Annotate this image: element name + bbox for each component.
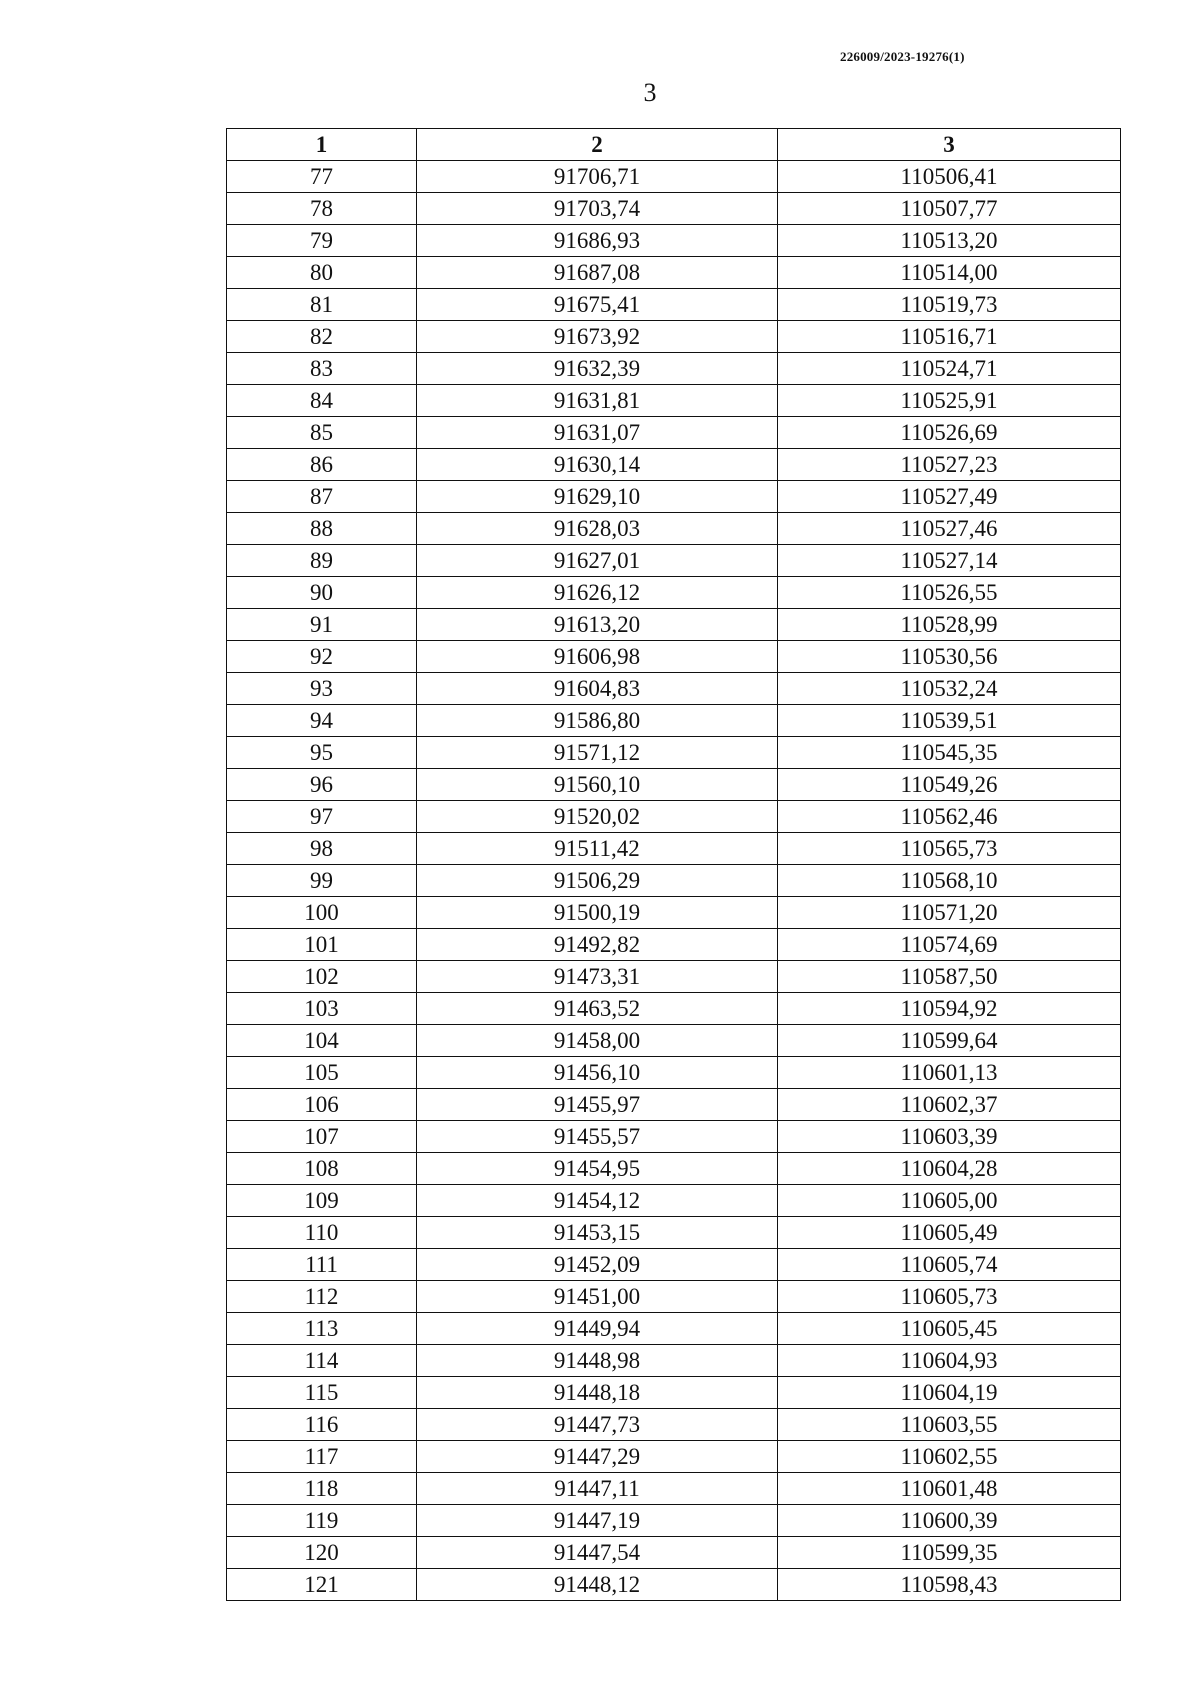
cell-x-coordinate: 91632,39 (417, 353, 778, 385)
cell-point-number: 81 (227, 289, 417, 321)
cell-y-coordinate: 110530,56 (778, 641, 1121, 673)
cell-point-number: 82 (227, 321, 417, 353)
cell-y-coordinate: 110605,00 (778, 1185, 1121, 1217)
cell-y-coordinate: 110594,92 (778, 993, 1121, 1025)
cell-y-coordinate: 110599,35 (778, 1537, 1121, 1569)
table-row (227, 1537, 1121, 1569)
table-row (227, 449, 1121, 481)
cell-point-number: 80 (227, 257, 417, 289)
cell-x-coordinate: 91448,98 (417, 1345, 778, 1377)
cell-x-coordinate: 91675,41 (417, 289, 778, 321)
cell-point-number: 102 (227, 961, 417, 993)
cell-y-coordinate: 110604,28 (778, 1153, 1121, 1185)
table-row (227, 257, 1121, 289)
cell-point-number: 84 (227, 385, 417, 417)
table-header (227, 129, 1121, 161)
table-row (227, 1505, 1121, 1537)
cell-point-number: 92 (227, 641, 417, 673)
cell-point-number: 79 (227, 225, 417, 257)
table-row (227, 833, 1121, 865)
table-row (227, 1089, 1121, 1121)
cell-point-number: 95 (227, 737, 417, 769)
cell-x-coordinate: 91447,73 (417, 1409, 778, 1441)
table-row (227, 225, 1121, 257)
cell-y-coordinate: 110516,71 (778, 321, 1121, 353)
table-row (227, 1217, 1121, 1249)
cell-y-coordinate: 110605,45 (778, 1313, 1121, 1345)
table-row (227, 1185, 1121, 1217)
cell-point-number: 91 (227, 609, 417, 641)
table-body (227, 161, 1121, 1601)
header-row (227, 129, 1121, 161)
table-row (227, 801, 1121, 833)
cell-y-coordinate: 110568,10 (778, 865, 1121, 897)
cell-point-number: 113 (227, 1313, 417, 1345)
cell-point-number: 97 (227, 801, 417, 833)
cell-y-coordinate: 110603,55 (778, 1409, 1121, 1441)
column-header-x: 2 (417, 129, 778, 161)
cell-y-coordinate: 110574,69 (778, 929, 1121, 961)
cell-y-coordinate: 110524,71 (778, 353, 1121, 385)
table-row (227, 1025, 1121, 1057)
cell-x-coordinate: 91630,14 (417, 449, 778, 481)
cell-x-coordinate: 91626,12 (417, 577, 778, 609)
coordinates-table (226, 128, 1121, 1601)
cell-y-coordinate: 110528,99 (778, 609, 1121, 641)
table-row (227, 289, 1121, 321)
page-number: 3 (643, 78, 657, 107)
cell-y-coordinate: 110527,14 (778, 545, 1121, 577)
table-row (227, 673, 1121, 705)
cell-point-number: 117 (227, 1441, 417, 1473)
cell-point-number: 116 (227, 1409, 417, 1441)
table-row (227, 641, 1121, 673)
cell-point-number: 87 (227, 481, 417, 513)
table-row (227, 1153, 1121, 1185)
cell-y-coordinate: 110513,20 (778, 225, 1121, 257)
cell-point-number: 106 (227, 1089, 417, 1121)
column-header-y: 3 (778, 129, 1121, 161)
cell-point-number: 100 (227, 897, 417, 929)
cell-x-coordinate: 91454,12 (417, 1185, 778, 1217)
cell-x-coordinate: 91506,29 (417, 865, 778, 897)
cell-y-coordinate: 110506,41 (778, 161, 1121, 193)
table-row (227, 513, 1121, 545)
cell-x-coordinate: 91454,95 (417, 1153, 778, 1185)
cell-x-coordinate: 91447,11 (417, 1473, 778, 1505)
table-row (227, 321, 1121, 353)
cell-x-coordinate: 91687,08 (417, 257, 778, 289)
cell-point-number: 77 (227, 161, 417, 193)
cell-y-coordinate: 110525,91 (778, 385, 1121, 417)
table-row (227, 481, 1121, 513)
table-row (227, 737, 1121, 769)
table-row (227, 609, 1121, 641)
cell-x-coordinate: 91673,92 (417, 321, 778, 353)
registration-number: 226009/2023-19276(1) (840, 49, 965, 64)
cell-x-coordinate: 91458,00 (417, 1025, 778, 1057)
cell-point-number: 107 (227, 1121, 417, 1153)
table-row (227, 705, 1121, 737)
table-row (227, 545, 1121, 577)
cell-y-coordinate: 110549,26 (778, 769, 1121, 801)
cell-x-coordinate: 91629,10 (417, 481, 778, 513)
cell-x-coordinate: 91452,09 (417, 1249, 778, 1281)
cell-y-coordinate: 110605,73 (778, 1281, 1121, 1313)
cell-x-coordinate: 91447,54 (417, 1537, 778, 1569)
table-row (227, 993, 1121, 1025)
cell-x-coordinate: 91449,94 (417, 1313, 778, 1345)
cell-point-number: 121 (227, 1569, 417, 1601)
cell-y-coordinate: 110527,23 (778, 449, 1121, 481)
cell-y-coordinate: 110571,20 (778, 897, 1121, 929)
cell-x-coordinate: 91604,83 (417, 673, 778, 705)
table-row (227, 897, 1121, 929)
cell-x-coordinate: 91613,20 (417, 609, 778, 641)
cell-x-coordinate: 91627,01 (417, 545, 778, 577)
cell-y-coordinate: 110601,13 (778, 1057, 1121, 1089)
cell-x-coordinate: 91631,07 (417, 417, 778, 449)
cell-x-coordinate: 91453,15 (417, 1217, 778, 1249)
table-row (227, 1409, 1121, 1441)
table-row (227, 385, 1121, 417)
cell-x-coordinate: 91706,71 (417, 161, 778, 193)
table-row (227, 1249, 1121, 1281)
cell-point-number: 114 (227, 1345, 417, 1377)
cell-point-number: 112 (227, 1281, 417, 1313)
cell-y-coordinate: 110539,51 (778, 705, 1121, 737)
cell-x-coordinate: 91447,29 (417, 1441, 778, 1473)
cell-point-number: 110 (227, 1217, 417, 1249)
table-row (227, 1569, 1121, 1601)
cell-point-number: 90 (227, 577, 417, 609)
cell-point-number: 111 (227, 1249, 417, 1281)
cell-point-number: 89 (227, 545, 417, 577)
cell-point-number: 96 (227, 769, 417, 801)
cell-point-number: 120 (227, 1537, 417, 1569)
cell-point-number: 85 (227, 417, 417, 449)
cell-point-number: 103 (227, 993, 417, 1025)
cell-y-coordinate: 110604,19 (778, 1377, 1121, 1409)
cell-point-number: 109 (227, 1185, 417, 1217)
cell-x-coordinate: 91631,81 (417, 385, 778, 417)
cell-x-coordinate: 91586,80 (417, 705, 778, 737)
cell-y-coordinate: 110519,73 (778, 289, 1121, 321)
cell-x-coordinate: 91455,97 (417, 1089, 778, 1121)
cell-x-coordinate: 91560,10 (417, 769, 778, 801)
cell-y-coordinate: 110602,37 (778, 1089, 1121, 1121)
cell-y-coordinate: 110603,39 (778, 1121, 1121, 1153)
cell-point-number: 105 (227, 1057, 417, 1089)
cell-x-coordinate: 91571,12 (417, 737, 778, 769)
cell-y-coordinate: 110514,00 (778, 257, 1121, 289)
cell-y-coordinate: 110601,48 (778, 1473, 1121, 1505)
cell-x-coordinate: 91473,31 (417, 961, 778, 993)
cell-point-number: 86 (227, 449, 417, 481)
cell-point-number: 94 (227, 705, 417, 737)
cell-y-coordinate: 110565,73 (778, 833, 1121, 865)
cell-y-coordinate: 110532,24 (778, 673, 1121, 705)
cell-y-coordinate: 110605,74 (778, 1249, 1121, 1281)
table-row (227, 1473, 1121, 1505)
table-row (227, 1345, 1121, 1377)
cell-x-coordinate: 91628,03 (417, 513, 778, 545)
cell-y-coordinate: 110545,35 (778, 737, 1121, 769)
table-row (227, 769, 1121, 801)
cell-x-coordinate: 91703,74 (417, 193, 778, 225)
cell-x-coordinate: 91686,93 (417, 225, 778, 257)
cell-point-number: 78 (227, 193, 417, 225)
table-row (227, 577, 1121, 609)
cell-point-number: 99 (227, 865, 417, 897)
table-row (227, 161, 1121, 193)
cell-point-number: 104 (227, 1025, 417, 1057)
table-row (227, 417, 1121, 449)
cell-y-coordinate: 110600,39 (778, 1505, 1121, 1537)
table-row (227, 929, 1121, 961)
table-row (227, 961, 1121, 993)
cell-point-number: 93 (227, 673, 417, 705)
cell-y-coordinate: 110526,69 (778, 417, 1121, 449)
cell-y-coordinate: 110599,64 (778, 1025, 1121, 1057)
cell-point-number: 98 (227, 833, 417, 865)
cell-x-coordinate: 91492,82 (417, 929, 778, 961)
cell-y-coordinate: 110527,49 (778, 481, 1121, 513)
cell-x-coordinate: 91500,19 (417, 897, 778, 929)
cell-point-number: 101 (227, 929, 417, 961)
cell-x-coordinate: 91511,42 (417, 833, 778, 865)
cell-x-coordinate: 91463,52 (417, 993, 778, 1025)
cell-y-coordinate: 110605,49 (778, 1217, 1121, 1249)
cell-x-coordinate: 91456,10 (417, 1057, 778, 1089)
cell-point-number: 108 (227, 1153, 417, 1185)
table-row (227, 193, 1121, 225)
table-row (227, 1121, 1121, 1153)
cell-y-coordinate: 110602,55 (778, 1441, 1121, 1473)
table-row (227, 1313, 1121, 1345)
cell-y-coordinate: 110604,93 (778, 1345, 1121, 1377)
cell-x-coordinate: 91448,12 (417, 1569, 778, 1601)
cell-y-coordinate: 110527,46 (778, 513, 1121, 545)
column-header-point-number: 1 (227, 129, 417, 161)
cell-x-coordinate: 91447,19 (417, 1505, 778, 1537)
table-row (227, 1377, 1121, 1409)
table-row (227, 353, 1121, 385)
cell-point-number: 119 (227, 1505, 417, 1537)
cell-point-number: 88 (227, 513, 417, 545)
cell-y-coordinate: 110526,55 (778, 577, 1121, 609)
cell-x-coordinate: 91451,00 (417, 1281, 778, 1313)
cell-point-number: 115 (227, 1377, 417, 1409)
table-row (227, 1281, 1121, 1313)
cell-x-coordinate: 91455,57 (417, 1121, 778, 1153)
cell-x-coordinate: 91448,18 (417, 1377, 778, 1409)
cell-point-number: 118 (227, 1473, 417, 1505)
cell-y-coordinate: 110598,43 (778, 1569, 1121, 1601)
table-row (227, 1057, 1121, 1089)
table-row (227, 865, 1121, 897)
cell-y-coordinate: 110587,50 (778, 961, 1121, 993)
cell-x-coordinate: 91520,02 (417, 801, 778, 833)
cell-y-coordinate: 110562,46 (778, 801, 1121, 833)
cell-x-coordinate: 91606,98 (417, 641, 778, 673)
table-row (227, 1441, 1121, 1473)
cell-point-number: 83 (227, 353, 417, 385)
cell-y-coordinate: 110507,77 (778, 193, 1121, 225)
